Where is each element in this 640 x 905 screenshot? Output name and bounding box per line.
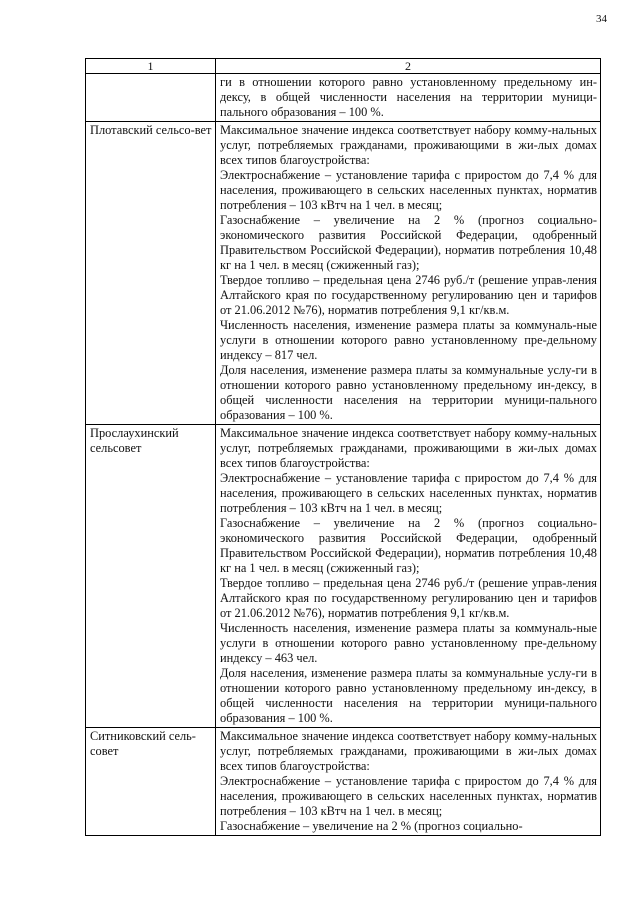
municipal-index-table bbox=[85, 58, 601, 836]
municipality-name: Ситниковский сель-совет bbox=[86, 728, 216, 836]
column-number-1: 1 bbox=[86, 59, 216, 74]
paragraph: Максимальное значение индекса соответствует набору комму-нальных услуг, потребляемых гражданами, проживающими в жи-лых домах всех типов благоустройства: bbox=[220, 426, 597, 470]
table-row-proslaukhinsky bbox=[86, 425, 601, 728]
municipality-cell bbox=[86, 74, 216, 122]
paragraph: Газоснабжение – увеличение на 2 % (прогноз социально-экономического развития Российской Федерации, одобренный Правительством Российской Федерации), норматив потребления 10,48 кг на 1 чел. в месяц (сжиженный газ); bbox=[220, 213, 597, 272]
paragraph: ги в отношении которого равно установленному предельному ин-дексу, в общей численности населения на территории муници-пального образования – 100 %. bbox=[220, 75, 597, 119]
table-header-row bbox=[86, 59, 601, 74]
municipality-name: Плотавский сельсо-вет bbox=[86, 122, 216, 425]
description-cell bbox=[216, 122, 601, 425]
paragraph: Газоснабжение – увеличение на 2 % (прогноз социально-экономического развития Российской Федерации, одобренный Правительством Российской Федерации), норматив потребления 10,48 кг на 1 чел. в месяц (сжиженный газ); bbox=[220, 516, 597, 575]
paragraph: Электроснабжение – установление тарифа с приростом до 7,4 % для населения, проживающего в сельских населенных пунктах, норматив потребления – 103 кВтч на 1 чел. в месяц; bbox=[220, 471, 597, 515]
paragraph: Электроснабжение – установление тарифа с приростом до 7,4 % для населения, проживающего в сельских населенных пунктах, норматив потребления – 103 кВтч на 1 чел. в месяц; bbox=[220, 168, 597, 212]
table-row-plotavsky bbox=[86, 122, 601, 425]
description-cell bbox=[216, 74, 601, 122]
paragraph: Численность населения, изменение размера платы за коммуналь-ные услуги в отношении которого равно установленному пре-дельному индексу – 817 чел. bbox=[220, 318, 597, 362]
table-row-continuation bbox=[86, 74, 601, 122]
description-cell bbox=[216, 425, 601, 728]
paragraph: Электроснабжение – установление тарифа с приростом до 7,4 % для населения, проживающего в сельских населенных пунктах, норматив потребления – 103 кВтч на 1 чел. в месяц; bbox=[220, 774, 597, 818]
paragraph: Газоснабжение – увеличение на 2 % (прогноз социально- bbox=[220, 819, 523, 833]
paragraph: Твердое топливо – предельная цена 2746 руб./т (решение управ-ления Алтайского края по государственному регулированию цен и тарифов от 21.06.2012 №76), норматив потребления 9,1 кг/кв.м. bbox=[220, 576, 597, 620]
paragraph: Максимальное значение индекса соответствует набору комму-нальных услуг, потребляемых гражданами, проживающими в жи-лых домах всех типов благоустройства: bbox=[220, 729, 597, 773]
column-number-2: 2 bbox=[216, 59, 601, 74]
description-cell bbox=[216, 728, 601, 836]
paragraph: Доля населения, изменение размера платы за коммунальные услу-ги в отношении которого равно установленному предельному ин-дексу, в общей численности населения на территории муници-пального образования – 100 %. bbox=[220, 666, 597, 725]
paragraph: Доля населения, изменение размера платы за коммунальные услу-ги в отношении которого равно установленному предельному ин-дексу, в общей численности населения на территории муници-пального образования – 100 %. bbox=[220, 363, 597, 422]
paragraph: Численность населения, изменение размера платы за коммуналь-ные услуги в отношении которого равно установленному пре-дельному индексу – 463 чел. bbox=[220, 621, 597, 665]
paragraph: Твердое топливо – предельная цена 2746 руб./т (решение управ-ления Алтайского края по государственному регулированию цен и тарифов от 21.06.2012 №76), норматив потребления 9,1 кг/кв.м. bbox=[220, 273, 597, 317]
table-row-sitnikovsky bbox=[86, 728, 601, 836]
paragraph: Максимальное значение индекса соответствует набору комму-нальных услуг, потребляемых гражданами, проживающими в жи-лых домах всех типов благоустройства: bbox=[220, 123, 597, 167]
page-number: 34 bbox=[596, 13, 607, 25]
municipality-name: Прослаухинский сельсовет bbox=[86, 425, 216, 728]
